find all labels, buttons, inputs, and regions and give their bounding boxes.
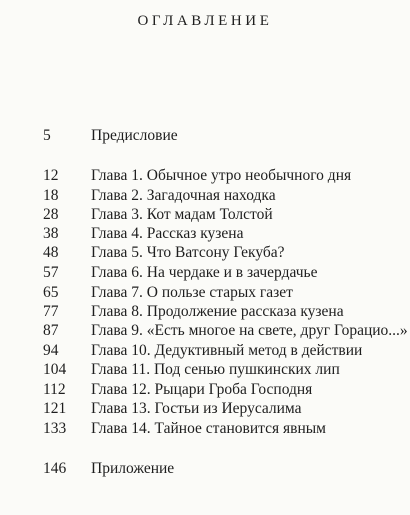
toc-entry [0, 380, 410, 400]
toc-entry [0, 186, 410, 206]
toc-entry-title: Глава 14. Тайное становится явным [91, 420, 326, 437]
toc-entry-title: Глава 2. Загадочная находка [91, 187, 276, 204]
toc-entry [0, 263, 410, 283]
toc-page-number: 28 [43, 206, 59, 223]
toc-page-number: 121 [43, 400, 67, 417]
toc-entry-title: Глава 1. Обычное утро необычного дня [91, 167, 352, 184]
toc-entry-title: Приложение [91, 460, 175, 477]
toc-entry-title: Предисловие [91, 127, 178, 144]
toc-entry-title: Глава 5. Что Ватсону Гекуба? [91, 244, 285, 261]
toc-entry [0, 360, 410, 380]
toc-page-number: 48 [43, 244, 59, 261]
toc-entry [0, 166, 410, 186]
toc-entry [0, 283, 410, 303]
toc-page-number: 87 [43, 322, 59, 339]
toc-page-number: 112 [43, 381, 66, 398]
toc-entry-title: Глава 10. Дедуктивный метод в действии [91, 342, 363, 359]
toc-page-number: 133 [43, 420, 67, 437]
toc-page-number: 12 [43, 167, 59, 184]
toc-entry-title: Глава 4. Рассказ кузена [91, 225, 244, 242]
toc-entry-title: Глава 13. Гостьи из Иерусалима [91, 400, 302, 417]
toc-entry-title: Глава 3. Кот мадам Толстой [91, 206, 273, 223]
toc-entry [0, 224, 410, 244]
toc-page-number: 65 [43, 284, 59, 301]
page-title: ОГЛАВЛЕНИЕ [137, 13, 273, 29]
toc-page-number: 146 [43, 460, 67, 477]
toc-page-number: 57 [43, 264, 59, 281]
toc-page-number: 94 [43, 342, 59, 359]
toc-page-number: 18 [43, 187, 59, 204]
toc-entry-title: Глава 8. Продолжение рассказа кузена [91, 303, 344, 320]
toc-entry-title: Глава 11. Под сенью пушкинских лип [91, 361, 340, 378]
toc-page-number: 77 [43, 303, 59, 320]
toc-page-number: 38 [43, 225, 59, 242]
toc-entry-title: Глава 9. «Есть многое на свете, друг Горацио...» [91, 322, 408, 339]
toc-entry [0, 459, 410, 479]
toc-entry [0, 205, 410, 225]
toc-entry [0, 341, 410, 361]
toc-entry [0, 419, 410, 439]
toc-entry [0, 243, 410, 263]
toc-entry [0, 399, 410, 419]
toc-entry [0, 302, 410, 322]
toc-entry [0, 126, 410, 146]
toc-entry-title: Глава 6. На чердаке и в зачердачье [91, 264, 318, 281]
toc-entry [0, 321, 410, 341]
toc-page-number: 5 [43, 127, 51, 144]
toc-entry-title: Глава 12. Рыцари Гроба Господня [91, 381, 313, 398]
toc-entry-title: Глава 7. О пользе старых газет [91, 284, 293, 301]
toc-page-number: 104 [43, 361, 67, 378]
